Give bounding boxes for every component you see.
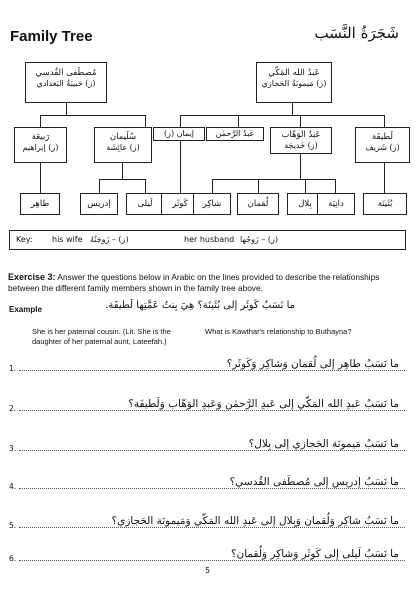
question-row-4 xyxy=(9,470,405,492)
spouse-name: (ز) مَيمونَةُ الحَجازي xyxy=(261,78,327,88)
person-box-iman xyxy=(153,127,205,141)
child-box-tahir xyxy=(20,193,60,215)
example-label: Example xyxy=(9,305,42,314)
child-box-layla xyxy=(126,193,164,215)
person-name: بُثَينَة xyxy=(377,199,393,209)
child-box-luqman xyxy=(237,193,279,215)
question-number: 5. xyxy=(9,521,17,530)
tree-line xyxy=(99,179,146,180)
person-box-sulayman xyxy=(94,127,152,163)
question-text: ما نَسَبُ لَيلى إلى كَوثَر وَشاكِر وَلُقمان؟ xyxy=(228,548,399,560)
answer-line[interactable] xyxy=(19,410,405,411)
person-name: مُصطَفى القُدسي xyxy=(35,68,97,78)
question-row-5 xyxy=(9,509,405,531)
tree-line xyxy=(40,115,146,116)
person-box-abdulrahman xyxy=(206,127,264,141)
person-name: شاكِر xyxy=(202,199,222,209)
question-number: 2. xyxy=(9,404,17,413)
question-number: 3. xyxy=(9,444,17,453)
key-wife-en: his wife xyxy=(52,235,83,244)
person-name: إدريس xyxy=(87,199,111,209)
question-text: ما نَسَبُ طاهِر إلى لُقمان وَشاكِر وَكَوثَر؟ xyxy=(224,358,399,370)
tree-line xyxy=(99,179,100,193)
person-name: دانِيَة xyxy=(328,199,344,209)
question-row-2 xyxy=(9,392,405,414)
tree-line xyxy=(238,115,239,127)
spouse-name: (ز) عائِشَة xyxy=(106,142,140,152)
person-name: عَبدُ الوَهّاب xyxy=(281,130,321,140)
answer-line[interactable] xyxy=(19,488,405,489)
answer-line[interactable] xyxy=(19,450,405,451)
child-box-idris xyxy=(80,193,118,215)
person-name: بِلال xyxy=(298,199,312,209)
person-name: رَبيعَة xyxy=(31,132,50,142)
question-row-6 xyxy=(9,542,405,564)
person-box-abdulwahhab xyxy=(270,127,332,154)
key-label: Key: xyxy=(16,235,33,244)
tree-key xyxy=(9,230,406,250)
tree-line xyxy=(292,103,293,115)
spouse-name: (ز) شَريف xyxy=(365,142,400,152)
question-text: ما نَسَبُ مَيمونَة الحَجازي إلى بِلال؟ xyxy=(246,438,399,450)
person-name: طاهِر xyxy=(30,199,50,209)
question-row-3 xyxy=(9,432,405,454)
tree-line xyxy=(258,179,259,193)
spouse-name: (ز) xyxy=(163,129,175,138)
tree-line xyxy=(122,163,123,179)
spouse-name: (ز) إبراهيم xyxy=(22,142,59,152)
child-box-buthayna xyxy=(363,193,407,215)
person-box-mustafa xyxy=(25,62,107,103)
person-name: سُلَيمان xyxy=(109,132,137,142)
exercise-number: Exercise 3: xyxy=(8,272,56,282)
answer-line[interactable] xyxy=(19,527,405,528)
tree-line xyxy=(384,163,385,193)
person-name: كَوثَر xyxy=(172,199,188,209)
tree-line xyxy=(305,179,306,193)
tree-line xyxy=(300,154,301,179)
tree-line xyxy=(212,179,336,180)
tree-line xyxy=(180,140,181,193)
person-name: إيمان xyxy=(176,129,195,138)
key-husband-en: her husband xyxy=(184,235,235,244)
example-question-english: What is Kawthar's relationship to Buthayna? xyxy=(205,327,352,336)
question-text: ما نَسَبُ عَبدِ الله المَكّي إلى عَبدِ الرَّحمٰن وَعَبدِ الوَهّاب وَلَطيفَة؟ xyxy=(125,398,399,410)
answer-line[interactable] xyxy=(19,560,405,561)
child-box-daniya xyxy=(317,193,355,215)
question-number: 1. xyxy=(9,364,17,373)
question-row-1 xyxy=(9,352,405,374)
tree-line xyxy=(180,115,181,127)
tree-line xyxy=(40,115,41,127)
tree-line xyxy=(335,179,336,193)
page-number: 5 xyxy=(204,566,211,575)
tree-line xyxy=(384,115,385,127)
spouse-name: (ز) حَبيبَةُ البَغدادي xyxy=(36,78,96,88)
example-answer-english: She is her paternal cousin. (Lit. She is the daughter of her paternal aunt, Lateefah.) xyxy=(32,327,171,346)
question-text: ما نَسَبُ إدريس إلى مُصطَفى القُدسي؟ xyxy=(227,476,399,488)
tree-line xyxy=(300,115,301,127)
tree-line xyxy=(145,179,146,193)
answer-line[interactable] xyxy=(19,370,405,371)
person-box-rabia xyxy=(14,127,67,163)
question-number: 4. xyxy=(9,482,17,491)
tree-line xyxy=(212,179,213,193)
person-name: لَيلى xyxy=(137,199,153,209)
key-husband-ar: (ز) – زَوجُها xyxy=(240,235,278,244)
person-name: لَطيفَة xyxy=(372,132,393,142)
tree-line xyxy=(40,163,41,193)
person-box-latifa xyxy=(355,127,410,163)
tree-line xyxy=(180,115,385,116)
person-name: لُقمان xyxy=(247,199,269,209)
key-wife-ar: (ز) – زَوجَتُهُ xyxy=(90,235,129,244)
exercise-instructions xyxy=(8,271,408,294)
exercise-text: Answer the questions below in Arabic on the lines provided to describe the relationships between the different family members shown in the family tree above. xyxy=(8,272,380,294)
page-title-arabic: شَجَرَةُ النَّسَب xyxy=(314,24,399,42)
spouse-name: (ز) خَديجَة xyxy=(284,140,318,150)
person-name: عَبدُ الله المَكّي xyxy=(268,68,320,78)
page-title: Family Tree xyxy=(10,28,93,45)
question-text: ما نَسَبُ شاكِر وَلُقمان وَبِلال إلى عَبدِ الله المَكّي وَمَيمونَة الحَجازي؟ xyxy=(109,515,399,527)
example-arabic: ما نَسَبُ كَوثَر إلى بُثَينَة؟ هِيَ بِنتُ عَمَّتِها لَطيفَة. xyxy=(105,300,295,311)
tree-line xyxy=(66,103,67,115)
child-box-shakir xyxy=(193,193,231,215)
person-box-abdullah xyxy=(256,62,332,103)
tree-line xyxy=(145,115,146,127)
person-name: عَبدُ الرَّحمٰن xyxy=(215,129,255,138)
question-number: 6. xyxy=(9,554,17,563)
